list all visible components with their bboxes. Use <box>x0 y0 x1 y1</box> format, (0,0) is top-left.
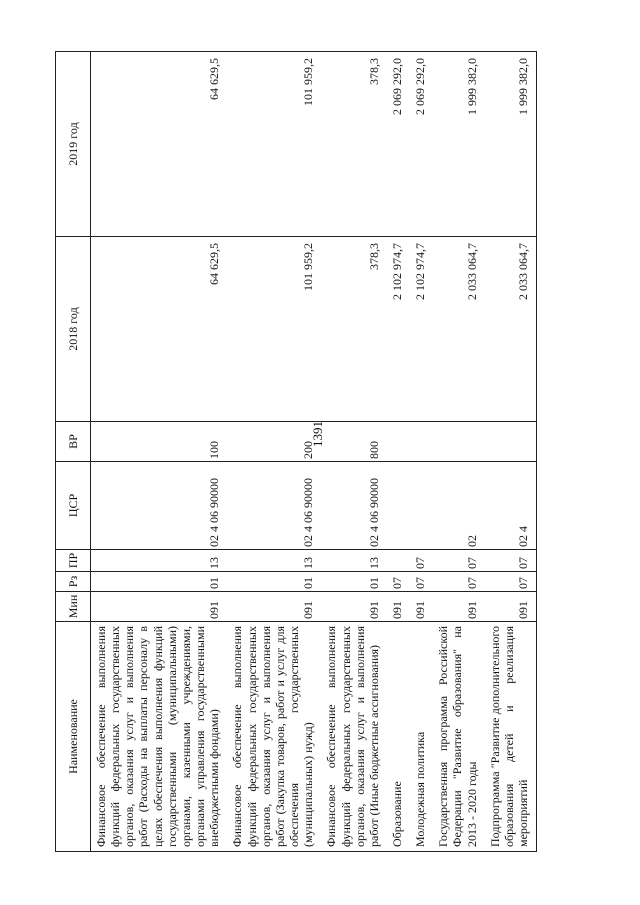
row-csr: 02 4 06 90000 <box>91 462 228 550</box>
budget-table <box>55 51 537 852</box>
row-pr: 07 <box>433 550 484 572</box>
budget-table-rotated <box>55 52 587 852</box>
table-header-row <box>56 52 91 852</box>
row-rz: 07 <box>485 572 537 592</box>
row-min: 091 <box>227 592 321 622</box>
header-2018: 2018 год <box>56 237 91 422</box>
row-name: Государственная программа Российской Федерации "Развитие образования" на 2013 - 2020 годы <box>433 622 484 852</box>
row-vr <box>485 422 537 462</box>
table-row <box>410 52 433 852</box>
row-2018: 378,3 <box>321 237 387 422</box>
row-min: 091 <box>91 592 228 622</box>
row-csr <box>410 462 433 550</box>
row-vr: 100 <box>91 422 228 462</box>
row-min: 091 <box>433 592 484 622</box>
row-2018: 2 102 974,7 <box>410 237 433 422</box>
row-csr: 02 <box>433 462 484 550</box>
row-rz: 07 <box>410 572 433 592</box>
row-2019: 1 999 382,0 <box>485 52 537 237</box>
table-row <box>227 52 321 852</box>
row-name: Финансовое обеспечение выполнения функций федеральных государственных органов, оказания услуг и выполнения работ (Расходы на выплаты персоналу в целях обеспечения выполнения функций государственными (муниципальными) органами, казенными учреждениями, органами управления государственными внебюджетными фондами) <box>91 622 228 852</box>
header-rz: Рз <box>56 572 91 592</box>
row-pr: 07 <box>485 550 537 572</box>
row-pr <box>387 550 410 572</box>
row-min: 091 <box>410 592 433 622</box>
row-vr: 800 <box>321 422 387 462</box>
row-2018: 2 033 064,7 <box>433 237 484 422</box>
table-row <box>485 52 537 852</box>
row-name: Финансовое обеспечение выполнения функций федеральных государственных органов, оказания услуг и выполнения работ (Иные бюджетные ассигнования) <box>321 622 387 852</box>
row-csr: 02 4 06 90000 <box>321 462 387 550</box>
row-rz: 01 <box>321 572 387 592</box>
table-row <box>91 52 228 852</box>
row-2019: 1 999 382,0 <box>433 52 484 237</box>
row-2019: 64 629,5 <box>91 52 228 237</box>
row-vr <box>433 422 484 462</box>
row-2018: 2 033 064,7 <box>485 237 537 422</box>
row-2018: 101 959,2 <box>227 237 321 422</box>
header-min: Мин <box>56 592 91 622</box>
row-vr <box>410 422 433 462</box>
row-name: Образование <box>387 622 410 852</box>
row-pr: 13 <box>227 550 321 572</box>
row-rz: 01 <box>227 572 321 592</box>
row-min: 091 <box>485 592 537 622</box>
row-pr: 13 <box>321 550 387 572</box>
row-rz: 01 <box>91 572 228 592</box>
table-row <box>387 52 410 852</box>
header-name: Наименование <box>56 622 91 852</box>
table-row <box>321 52 387 852</box>
page-number: 1391 <box>310 421 325 447</box>
row-min: 091 <box>321 592 387 622</box>
row-vr <box>387 422 410 462</box>
row-name: Подпрограмма "Развитие дополнительного образования детей и реализация мероприятий <box>485 622 537 852</box>
row-2019: 2 069 292,0 <box>410 52 433 237</box>
header-csr: ЦСР <box>56 462 91 550</box>
header-pr: ПР <box>56 550 91 572</box>
row-min: 091 <box>387 592 410 622</box>
table-row <box>433 52 484 852</box>
row-pr: 13 <box>91 550 228 572</box>
row-vr: 200 <box>227 422 321 462</box>
header-vr: ВР <box>56 422 91 462</box>
row-2019: 378,3 <box>321 52 387 237</box>
row-2018: 64 629,5 <box>91 237 228 422</box>
row-rz: 07 <box>433 572 484 592</box>
row-name: Финансовое обеспечение выполнения функций федеральных государственных органов, оказания услуг и выполнения работ (Закупка товаров, работ и услуг для обеспечения государственных (муниципальных) нужд) <box>227 622 321 852</box>
row-pr: 07 <box>410 550 433 572</box>
row-name: Молодежная политика <box>410 622 433 852</box>
row-csr: 02 4 <box>485 462 537 550</box>
row-rz: 07 <box>387 572 410 592</box>
row-2019: 101 959,2 <box>227 52 321 237</box>
row-csr: 02 4 06 90000 <box>227 462 321 550</box>
header-2019: 2019 год <box>56 52 91 237</box>
row-2018: 2 102 974,7 <box>387 237 410 422</box>
row-csr <box>387 462 410 550</box>
row-2019: 2 069 292,0 <box>387 52 410 237</box>
